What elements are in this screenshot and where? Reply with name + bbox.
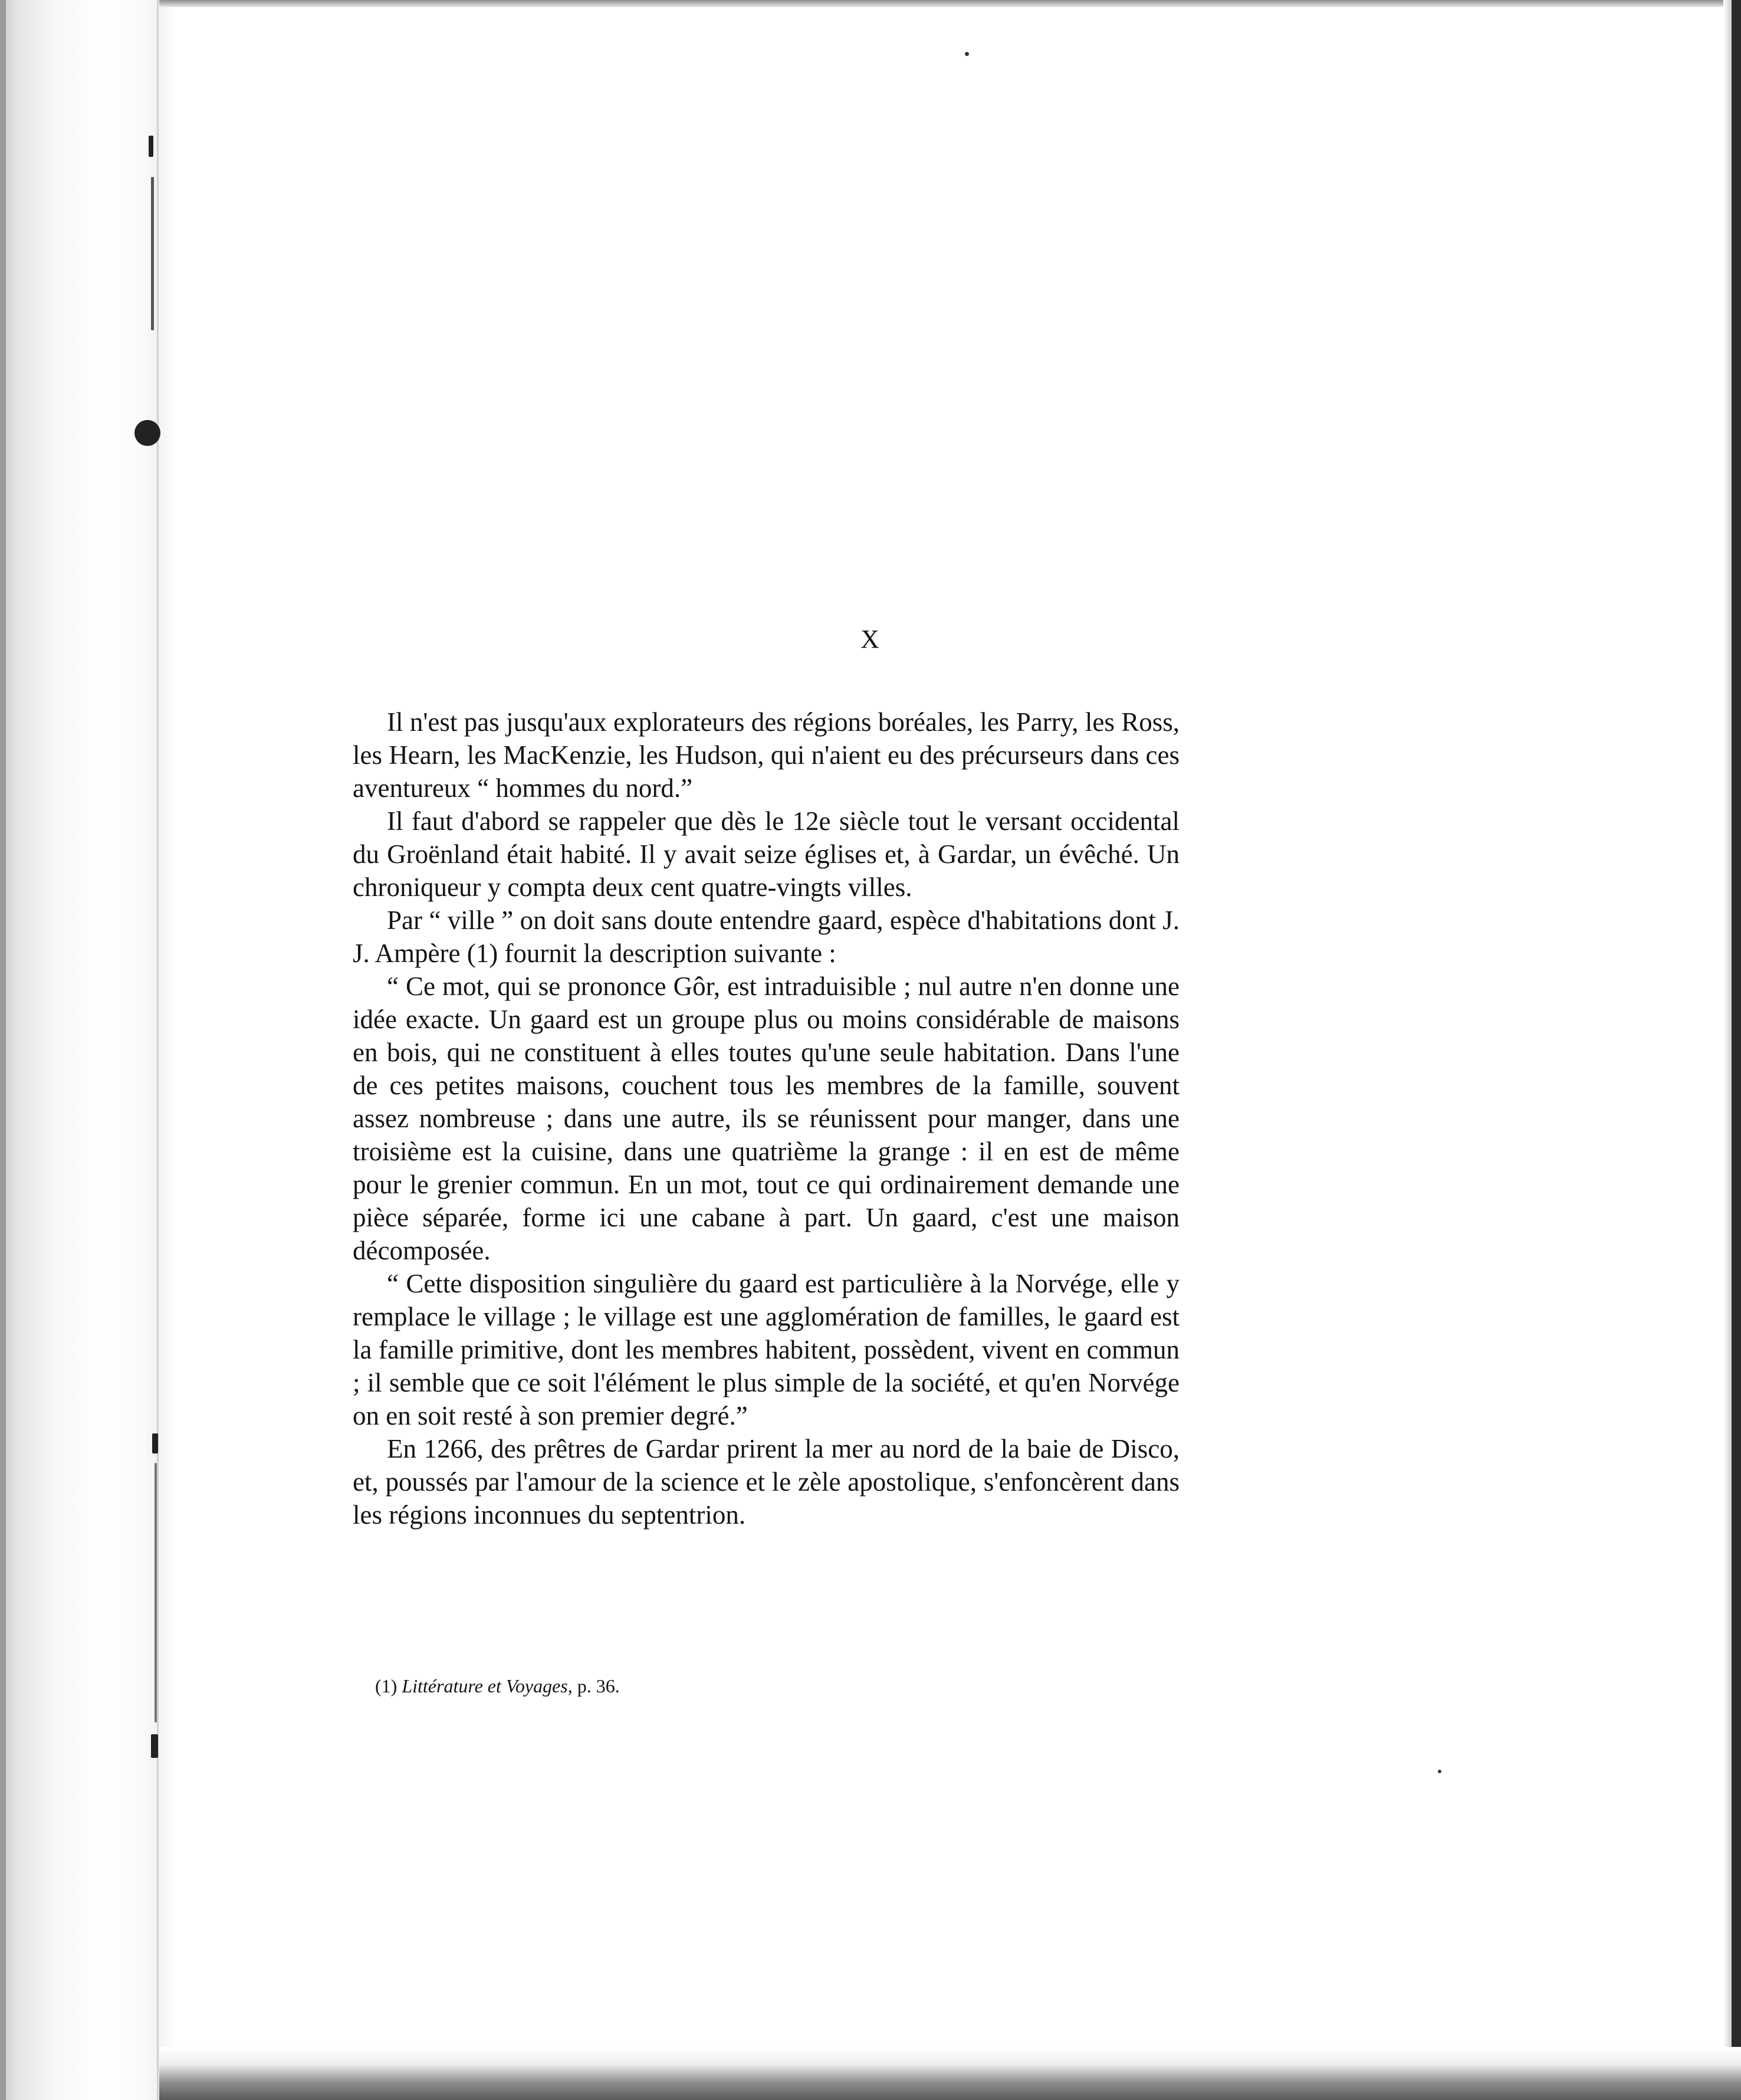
paragraph: En 1266, des prêtres de Gardar prirent la mer au nord de la baie de Disco, et, poussés par l'amour de la science et le zèle apostolique, s'enfoncèrent dans les régions inconnues du septentrion. bbox=[353, 1434, 1180, 1530]
binding-stitch-mark bbox=[149, 136, 153, 157]
top-page-edge bbox=[159, 0, 1728, 7]
ink-speck bbox=[1438, 1770, 1441, 1773]
bottom-page-edge bbox=[159, 2047, 1741, 2100]
binding-stitch-mark bbox=[155, 1463, 157, 1722]
paragraph: Il faut d'abord se rappeler que dès le 12e siècle tout le versant occidental du Groënland était habité. Il y avait seize églises et, à Gardar, un évêché. Un chroniqueur y compta deux cent quatre-vingts villes. bbox=[353, 806, 1180, 902]
binding-stitch-mark bbox=[134, 420, 160, 446]
binding-stitch-mark bbox=[152, 1433, 158, 1453]
chapter-heading: X bbox=[860, 625, 881, 654]
binding-stitch-mark bbox=[151, 1734, 158, 1758]
footnote-title: Littérature et Voyages bbox=[402, 1675, 568, 1697]
ink-speck bbox=[965, 52, 969, 56]
paragraph: Il n'est pas jusqu'aux explorateurs des régions boréales, les Parry, les Ross, les Hearn, les MacKenzie, les Hudson, qui n'aient eu des précurseurs dans ces aventureux “ hommes du nord.” bbox=[353, 707, 1180, 803]
right-page-edge bbox=[1732, 0, 1741, 2100]
binding-shadow bbox=[0, 0, 177, 2100]
paragraph: “ Cette disposition singulière du gaard est particulière à la Norvége, elle y remplace le village ; le village est une agglomération de familles, le gaard est la famille primitive, dont les membres habitent, possèdent, vivent en commun ; il semble que ce soit l'élément le plus simple de la société, et qu'en Norvége on en soit resté à son premier degré.” bbox=[353, 1269, 1180, 1430]
right-edge-shade bbox=[1723, 0, 1732, 2100]
binding-stitch-mark bbox=[151, 177, 154, 330]
binding-fold-line bbox=[157, 0, 159, 2100]
left-page-edge bbox=[0, 0, 6, 2100]
paragraph: “ Ce mot, qui se prononce Gôr, est intraduisible ; nul autre n'en donne une idée exacte. Un gaard est un groupe plus ou moins considérable de maisons en bois, qui ne constituent à elles toutes qu'une seule habitation. Dans l'une de ces petites maisons, couchent tous les membres de la famille, souvent assez nombreuse ; dans une autre, ils se réunissent pour manger, dans une troisième est la cuisine, dans une quatrième la grange : il en est de même pour le grenier commun. En un mot, tout ce qui ordinairement demande une pièce séparée, forme ici une cabane à part. Un gaard, c'est une maison décomposée. bbox=[353, 972, 1180, 1265]
footnote-marker: (1) bbox=[375, 1675, 398, 1697]
body-text bbox=[353, 706, 1180, 1531]
footnote-page: , p. 36. bbox=[567, 1675, 620, 1697]
paragraph: Par “ ville ” on doit sans doute entendre gaard, espèce d'habitations dont J. J. Ampère (1) fournit la description suivante : bbox=[353, 905, 1180, 968]
footnote bbox=[375, 1674, 620, 1698]
